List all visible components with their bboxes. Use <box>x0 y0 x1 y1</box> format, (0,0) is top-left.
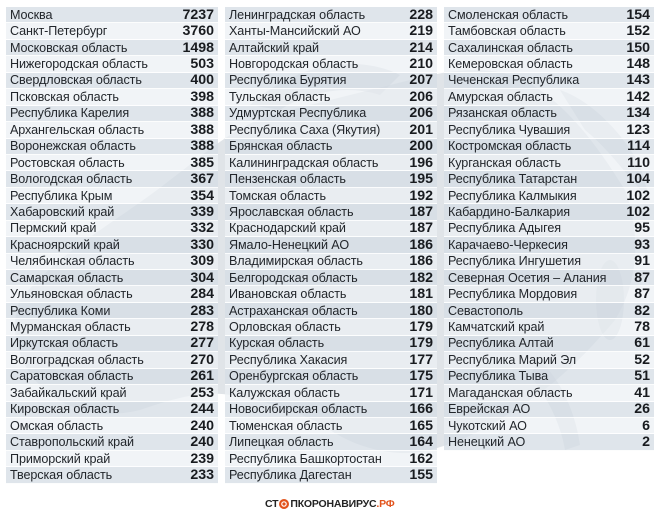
region-name: Ульяновская область <box>10 287 133 302</box>
table-row <box>225 270 437 286</box>
case-count: 398 <box>190 88 214 105</box>
region-name: Ивановская область <box>229 287 347 302</box>
region-name: Республика Ингушетия <box>448 254 581 269</box>
region-name: Рязанская область <box>448 106 557 121</box>
region-name: Ненецкий АО <box>448 435 526 450</box>
region-name: Новгородская область <box>229 57 359 72</box>
region-name: Калужская область <box>229 385 340 400</box>
region-name: Вологодская область <box>10 172 133 187</box>
table-row <box>444 385 654 401</box>
region-name: Челябинская область <box>10 254 135 269</box>
region-name: Пензенская область <box>229 172 346 187</box>
table-row <box>225 40 437 56</box>
region-name: Тверская область <box>10 467 113 482</box>
case-count: 187 <box>409 203 433 220</box>
region-name: Курганская область <box>448 155 562 170</box>
case-count: 104 <box>626 171 650 188</box>
region-name: Волгоградская область <box>10 352 144 367</box>
table-row <box>225 221 437 237</box>
case-count: 179 <box>409 319 433 336</box>
case-count: 400 <box>190 72 214 89</box>
case-count: 177 <box>409 351 433 368</box>
case-count: 244 <box>190 401 214 418</box>
table-row <box>444 402 654 418</box>
region-name: Саратовская область <box>10 369 134 384</box>
table-row <box>225 7 437 23</box>
footer-main: ПКОРОНАВИРУС <box>290 498 377 510</box>
case-count: 114 <box>627 138 650 155</box>
region-name: Ханты-Мансийский АО <box>229 24 361 39</box>
case-count: 154 <box>626 6 650 23</box>
region-name: Амурская область <box>448 89 553 104</box>
footer-suffix: .РФ <box>376 498 395 510</box>
region-name: Ленинградская область <box>229 7 366 22</box>
table-row <box>6 369 218 385</box>
table-row <box>444 122 654 138</box>
table-row <box>6 89 218 105</box>
table-row <box>225 73 437 89</box>
case-count: 152 <box>626 23 650 40</box>
case-count: 87 <box>634 286 650 303</box>
table-row <box>444 73 654 89</box>
region-name: Республика Хакасия <box>229 352 348 367</box>
table-row <box>444 204 654 220</box>
table-row <box>444 7 654 23</box>
table-row <box>6 106 218 122</box>
region-name: Чукотский АО <box>448 418 527 433</box>
case-count: 142 <box>626 88 650 105</box>
region-name: Оренбургская область <box>229 369 359 384</box>
table-row <box>6 270 218 286</box>
case-count: 201 <box>409 121 433 138</box>
case-count: 102 <box>626 187 650 204</box>
case-count: 192 <box>409 187 433 204</box>
table-row <box>444 336 654 352</box>
region-name: Чеченская Республика <box>448 73 580 88</box>
region-name: Республика Калмыкия <box>448 188 577 203</box>
region-name: Костромская область <box>448 139 572 154</box>
column-1 <box>6 7 218 484</box>
case-count: 6 <box>642 417 650 434</box>
case-count: 182 <box>409 269 433 286</box>
table-row <box>225 139 437 155</box>
region-name: Республика Бурятия <box>229 73 347 88</box>
case-count: 304 <box>190 269 214 286</box>
footer-prefix: СТ <box>265 498 279 510</box>
column-3 <box>444 7 654 484</box>
case-count: 134 <box>626 105 650 122</box>
case-count: 7237 <box>182 6 214 23</box>
table-row <box>225 106 437 122</box>
case-count: 388 <box>190 121 214 138</box>
table-row <box>6 434 218 450</box>
table-row <box>444 40 654 56</box>
case-count: 214 <box>409 39 433 56</box>
region-name: Северная Осетия – Алания <box>448 270 607 285</box>
case-count: 143 <box>626 72 650 89</box>
table-row <box>225 188 437 204</box>
case-count: 41 <box>634 384 650 401</box>
case-count: 309 <box>190 253 214 270</box>
table-row <box>6 122 218 138</box>
table-row <box>6 418 218 434</box>
region-name: Ставропольский край <box>10 435 134 450</box>
region-name: Севастополь <box>448 303 523 318</box>
case-count: 253 <box>190 384 214 401</box>
table-row <box>225 418 437 434</box>
case-count: 207 <box>409 72 433 89</box>
table-row <box>444 221 654 237</box>
case-count: 187 <box>409 220 433 237</box>
table-row <box>444 155 654 171</box>
virus-logo-icon <box>279 499 289 509</box>
region-name: Кабардино-Балкария <box>448 204 570 219</box>
case-count: 200 <box>409 138 433 155</box>
region-name: Хабаровский край <box>10 204 115 219</box>
table-row <box>225 402 437 418</box>
table-row <box>6 23 218 39</box>
case-count: 3760 <box>182 23 214 40</box>
case-count: 354 <box>190 187 214 204</box>
region-name: Республика Саха (Якутия) <box>229 122 381 137</box>
table-row <box>444 418 654 434</box>
case-count: 166 <box>409 401 433 418</box>
table-row <box>6 139 218 155</box>
region-name: Красноярский край <box>10 237 120 252</box>
region-name: Самарская область <box>10 270 124 285</box>
case-count: 219 <box>409 23 433 40</box>
case-count: 233 <box>190 466 214 483</box>
case-count: 186 <box>409 236 433 253</box>
case-count: 181 <box>409 286 433 303</box>
region-name: Орловская область <box>229 320 341 335</box>
case-count: 240 <box>190 417 214 434</box>
case-count: 102 <box>626 203 650 220</box>
case-count: 93 <box>634 236 650 253</box>
region-name: Владимирская область <box>229 254 363 269</box>
table-row <box>6 155 218 171</box>
region-name: Брянская область <box>229 139 333 154</box>
region-name: Иркутская область <box>10 336 118 351</box>
table-row <box>6 221 218 237</box>
table-row <box>6 467 218 483</box>
region-name: Омская область <box>10 418 104 433</box>
case-count: 270 <box>190 351 214 368</box>
region-name: Республика Башкортостан <box>229 451 382 466</box>
region-name: Республика Алтай <box>448 336 554 351</box>
table-row <box>225 237 437 253</box>
table-row <box>225 352 437 368</box>
table-row <box>6 254 218 270</box>
case-count: 277 <box>190 335 214 352</box>
region-name: Воронежская область <box>10 139 136 154</box>
table-row <box>225 286 437 302</box>
case-count: 123 <box>626 121 650 138</box>
table-row <box>444 106 654 122</box>
region-name: Республика Коми <box>10 303 111 318</box>
case-count: 52 <box>634 351 650 368</box>
case-count: 284 <box>190 286 214 303</box>
regions-table <box>6 7 654 484</box>
table-row <box>444 303 654 319</box>
table-row <box>444 254 654 270</box>
table-row <box>444 434 654 450</box>
region-name: Санкт-Петербург <box>10 24 108 39</box>
table-row <box>444 352 654 368</box>
case-count: 278 <box>190 319 214 336</box>
table-row <box>6 56 218 72</box>
table-row <box>225 303 437 319</box>
table-row <box>6 237 218 253</box>
case-count: 332 <box>190 220 214 237</box>
table-row <box>225 204 437 220</box>
case-count: 78 <box>634 319 650 336</box>
table-row <box>225 23 437 39</box>
region-name: Республика Крым <box>10 188 113 203</box>
region-name: Москва <box>10 7 53 22</box>
region-name: Нижегородская область <box>10 57 148 72</box>
region-name: Кировская область <box>10 402 120 417</box>
table-row <box>225 336 437 352</box>
table-row <box>225 122 437 138</box>
region-name: Томская область <box>229 188 326 203</box>
table-row <box>6 303 218 319</box>
region-name: Республика Карелия <box>10 106 130 121</box>
region-name: Ярославская область <box>229 204 354 219</box>
region-name: Курская область <box>229 336 325 351</box>
case-count: 95 <box>634 220 650 237</box>
region-name: Алтайский край <box>229 40 319 55</box>
case-count: 206 <box>409 88 433 105</box>
table-row <box>444 89 654 105</box>
case-count: 110 <box>627 154 650 171</box>
region-name: Республика Чувашия <box>448 122 571 137</box>
case-count: 179 <box>409 335 433 352</box>
case-count: 228 <box>409 6 433 23</box>
table-row <box>6 319 218 335</box>
case-count: 240 <box>190 434 214 451</box>
case-count: 385 <box>190 154 214 171</box>
table-row <box>225 254 437 270</box>
case-count: 283 <box>190 302 214 319</box>
table-row <box>225 451 437 467</box>
table-row <box>225 467 437 483</box>
case-count: 206 <box>409 105 433 122</box>
region-name: Ростовская область <box>10 155 125 170</box>
table-row <box>444 23 654 39</box>
region-name: Сахалинская область <box>448 40 573 55</box>
table-row <box>444 237 654 253</box>
region-name: Карачаево-Черкесия <box>448 237 568 252</box>
region-name: Калининградская область <box>229 155 379 170</box>
region-name: Республика Мордовия <box>448 287 578 302</box>
region-name: Еврейская АО <box>448 402 531 417</box>
table-row <box>6 286 218 302</box>
region-name: Камчатский край <box>448 320 545 335</box>
region-name: Свердловская область <box>10 73 142 88</box>
region-name: Кемеровская область <box>448 57 573 72</box>
case-count: 180 <box>409 302 433 319</box>
case-count: 165 <box>409 417 433 434</box>
table-row <box>6 385 218 401</box>
region-name: Республика Татарстан <box>448 172 578 187</box>
table-row <box>444 171 654 187</box>
case-count: 196 <box>409 154 433 171</box>
case-count: 171 <box>409 384 433 401</box>
case-count: 87 <box>634 269 650 286</box>
case-count: 91 <box>634 253 650 270</box>
region-name: Республика Адыгея <box>448 221 561 236</box>
region-name: Новосибирская область <box>229 402 368 417</box>
case-count: 61 <box>634 335 650 352</box>
table-row <box>6 171 218 187</box>
case-count: 261 <box>190 368 214 385</box>
region-name: Удмуртская Республика <box>229 106 367 121</box>
region-name: Астраханская область <box>229 303 358 318</box>
case-count: 26 <box>634 401 650 418</box>
case-count: 155 <box>409 466 433 483</box>
region-name: Псковская область <box>10 89 119 104</box>
region-name: Липецкая область <box>229 435 334 450</box>
table-row <box>444 369 654 385</box>
region-name: Ямало-Ненецкий АО <box>229 237 350 252</box>
case-count: 388 <box>190 105 214 122</box>
table-row <box>6 7 218 23</box>
region-name: Магаданская область <box>448 385 573 400</box>
table-row <box>6 188 218 204</box>
stopcoronavirus-logo <box>265 498 395 510</box>
table-row <box>444 270 654 286</box>
table-row <box>225 434 437 450</box>
table-row <box>225 171 437 187</box>
table-row <box>6 402 218 418</box>
case-count: 162 <box>409 450 433 467</box>
region-name: Смоленская область <box>448 7 569 22</box>
table-row <box>6 336 218 352</box>
table-row <box>6 40 218 56</box>
case-count: 175 <box>409 368 433 385</box>
table-row <box>225 155 437 171</box>
case-count: 186 <box>409 253 433 270</box>
case-count: 148 <box>626 56 650 73</box>
table-row <box>6 204 218 220</box>
column-2 <box>225 7 437 484</box>
case-count: 2 <box>642 434 650 451</box>
case-count: 51 <box>634 368 650 385</box>
case-count: 195 <box>409 171 433 188</box>
table-row <box>225 319 437 335</box>
region-name: Республика Марий Эл <box>448 352 577 367</box>
case-count: 239 <box>190 450 214 467</box>
table-row <box>444 319 654 335</box>
region-name: Приморский край <box>10 451 111 466</box>
table-row <box>444 139 654 155</box>
region-name: Мурманская область <box>10 320 131 335</box>
table-row <box>444 286 654 302</box>
region-name: Республика Тыва <box>448 369 548 384</box>
case-count: 330 <box>190 236 214 253</box>
case-count: 339 <box>190 203 214 220</box>
table-row <box>225 56 437 72</box>
region-name: Белгородская область <box>229 270 358 285</box>
table-row <box>6 352 218 368</box>
region-name: Тамбовская область <box>448 24 566 39</box>
table-row <box>225 385 437 401</box>
region-name: Архангельская область <box>10 122 145 137</box>
table-row <box>6 451 218 467</box>
table-row <box>444 188 654 204</box>
table-row <box>444 56 654 72</box>
case-count: 82 <box>634 302 650 319</box>
case-count: 164 <box>409 434 433 451</box>
table-row <box>6 73 218 89</box>
case-count: 388 <box>190 138 214 155</box>
region-name: Забайкальский край <box>10 385 127 400</box>
region-name: Московская область <box>10 40 128 55</box>
region-name: Тульская область <box>229 89 331 104</box>
region-name: Тюменская область <box>229 418 343 433</box>
region-name: Краснодарский край <box>229 221 346 236</box>
case-count: 1498 <box>182 39 214 56</box>
case-count: 150 <box>626 39 650 56</box>
region-name: Пермский край <box>10 221 97 236</box>
table-row <box>225 369 437 385</box>
case-count: 210 <box>409 56 433 73</box>
case-count: 367 <box>190 171 214 188</box>
region-name: Республика Дагестан <box>229 467 352 482</box>
case-count: 503 <box>190 56 214 73</box>
table-row <box>225 89 437 105</box>
